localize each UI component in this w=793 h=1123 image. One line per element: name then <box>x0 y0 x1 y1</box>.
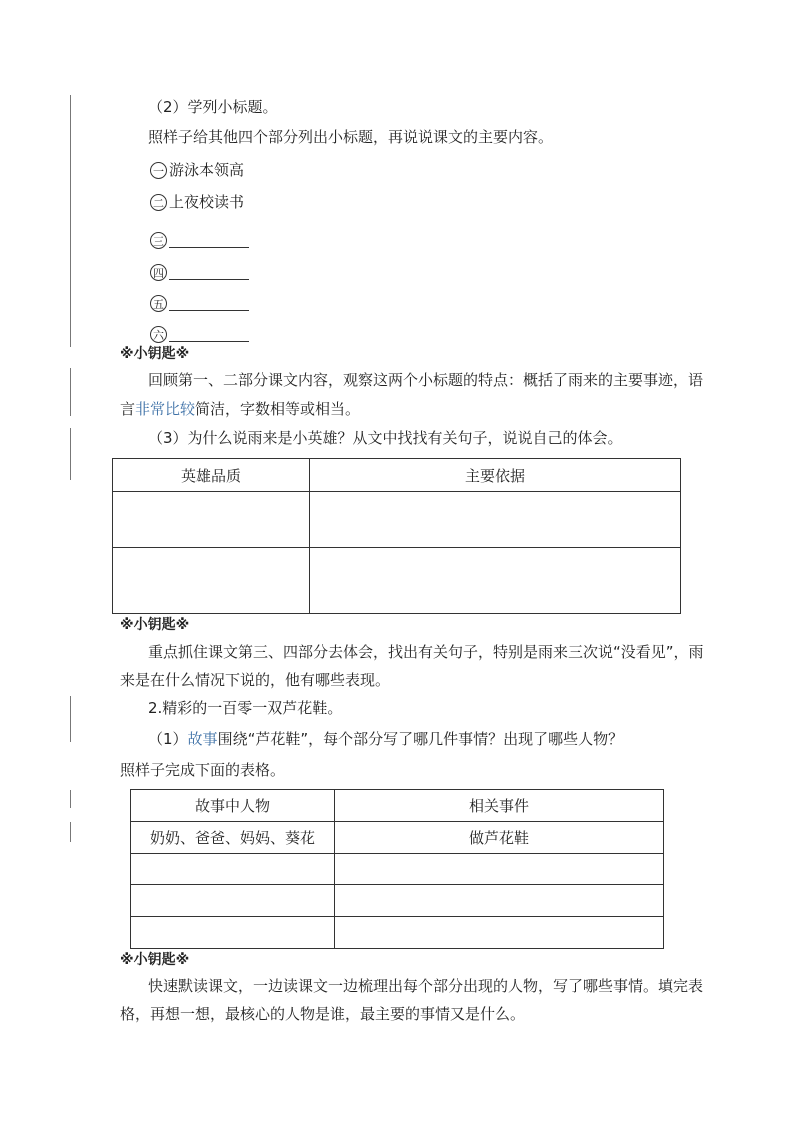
table-cell[interactable] <box>335 917 664 949</box>
highlight-text: 非常比较 <box>135 400 196 418</box>
answer-blank[interactable] <box>169 233 249 248</box>
table-header-cell: 故事中人物 <box>131 790 335 822</box>
table-cell[interactable] <box>113 548 310 614</box>
key1-line2: 言非常比较简洁，字数相等或相当。 <box>120 400 361 418</box>
subtitle-item-1 <box>150 160 244 180</box>
table-header-cell: 主要依据 <box>310 459 681 492</box>
table-header-cell: 相关事件 <box>335 790 664 822</box>
table-cell[interactable] <box>113 492 310 548</box>
section2-instruction: 照样子给其他四个部分列出小标题，再说说课文的主要内容。 <box>148 128 554 146</box>
circled-number-five: 五 <box>150 295 167 312</box>
hero-quality-table <box>112 458 681 614</box>
subtitle-item-2 <box>150 192 244 212</box>
margin-bar <box>70 368 71 416</box>
subtitle-text: 游泳本领高 <box>169 161 245 179</box>
section3-heading: （3）为什么说雨来是小英雄？从文中找找有关句子，说说自己的体会。 <box>148 429 623 447</box>
story-characters-table <box>130 789 664 949</box>
table-cell[interactable] <box>310 548 681 614</box>
answer-blank[interactable] <box>169 265 249 280</box>
key-title: ※小钥匙※ <box>120 617 190 633</box>
key3-line2: 格，再想一想，最核心的人物是谁，最主要的事情又是什么。 <box>120 1005 526 1023</box>
table-header-cell: 英雄品质 <box>113 459 310 492</box>
subtitle-item-6 <box>150 324 249 344</box>
key2-line2: 来是在什么情况下说的，他有哪些表现。 <box>120 671 391 689</box>
subtitle-item-5 <box>150 293 249 313</box>
part2-heading: 2.精彩的一百零一双芦花鞋。 <box>148 699 343 717</box>
key-title: ※小钥匙※ <box>120 346 190 362</box>
table-cell[interactable] <box>310 492 681 548</box>
margin-bar <box>70 428 71 480</box>
margin-bar <box>70 696 71 742</box>
table-cell[interactable] <box>335 885 664 917</box>
subtitle-item-4 <box>150 262 249 282</box>
table-cell[interactable] <box>131 854 335 885</box>
highlight-text: 故事 <box>187 730 218 748</box>
table-cell[interactable] <box>131 885 335 917</box>
margin-bar <box>70 95 71 347</box>
table-cell: 做芦花鞋 <box>335 822 664 854</box>
answer-blank[interactable] <box>169 296 249 311</box>
table-cell[interactable] <box>335 854 664 885</box>
part2-question-line2: 照样子完成下面的表格。 <box>120 761 286 779</box>
key2-line1: 重点抓住课文第三、四部分去体会，找出有关句子，特别是雨来三次说“没看见”，雨 <box>148 643 704 661</box>
answer-blank[interactable] <box>169 327 249 342</box>
margin-bar <box>70 822 71 842</box>
key1-line1: 回顾第一、二部分课文内容，观察这两个小标题的特点：概括了雨来的主要事迹，语 <box>148 371 704 389</box>
section2-heading: （2）学列小标题。 <box>148 98 278 116</box>
subtitle-item-3 <box>150 230 249 250</box>
subtitle-text: 上夜校读书 <box>169 193 245 211</box>
part2-question: （1）故事围绕“芦花鞋”，每个部分写了哪几件事情？出现了哪些人物？ <box>148 730 624 748</box>
key-title: ※小钥匙※ <box>120 952 190 968</box>
circled-number-three: 三 <box>150 232 167 249</box>
circled-number-six: 六 <box>150 326 167 343</box>
margin-bar <box>70 790 71 808</box>
key3-line1: 快速默读课文，一边读课文一边梳理出每个部分出现的人物，写了哪些事情。填完表 <box>148 977 704 995</box>
circled-number-four: 四 <box>150 264 167 281</box>
table-cell[interactable] <box>131 917 335 949</box>
circled-number-one: 一 <box>150 162 167 179</box>
table-cell: 奶奶、爸爸、妈妈、葵花 <box>131 822 335 854</box>
circled-number-two: 二 <box>150 194 167 211</box>
